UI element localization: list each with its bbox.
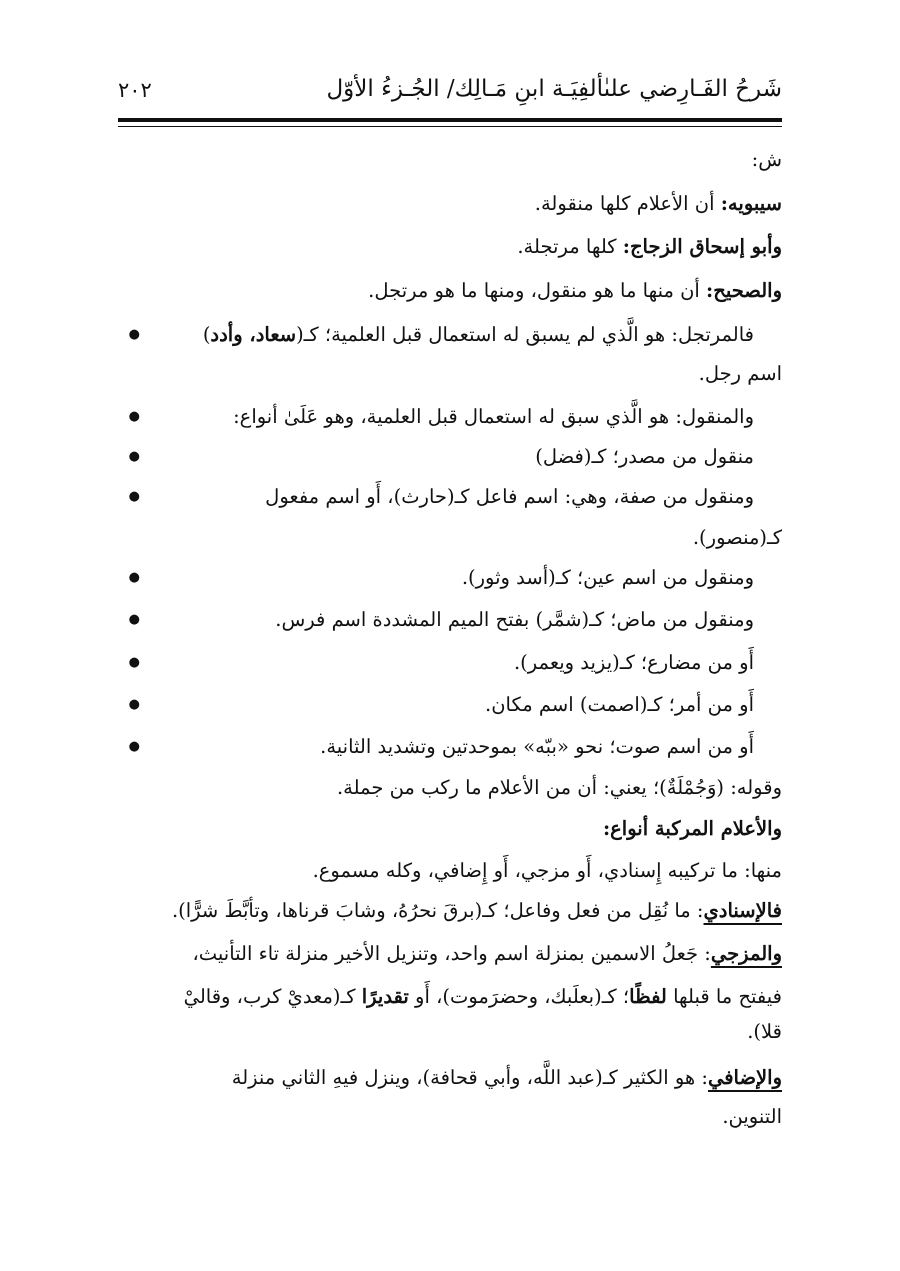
line-ism-rajul: اسم رجل. (698, 362, 782, 385)
line-amr: أَو من أمر؛ كـ(اصمت) اسم مكان. (485, 693, 754, 716)
line-mudari: أَو من مضارع؛ كـ(يزيد ويعمر). (513, 651, 754, 674)
bullet-icon: ● (128, 739, 140, 754)
line-mansur: كـ(منصور). (692, 526, 782, 549)
bullet-icon: ● (128, 612, 140, 627)
line-qala: قلا). (747, 1020, 782, 1043)
line-ayn: ومنقول من اسم عين؛ كـ(أسد وثور). (461, 566, 754, 589)
line-qawluhu: وقوله: (وَجُمْلَةٌ)؛ يعني: أن من الأعلام ما ركب من جملة. (336, 776, 782, 799)
line-sifa: ومنقول من صفة، وهي: اسم فاعل كـ(حارث)، أَو اسم مفعول (265, 485, 754, 508)
line-manqul: والمنقول: هو الَّذي سبق له استعمال قبل العلمية، وهو عَلَىٰ أنواع: (233, 405, 754, 428)
line-sibawayh: سيبويه: أن الأعلام كلها منقولة. (534, 192, 782, 215)
line-sh: ش: (751, 148, 782, 171)
header-rule-thin (118, 126, 782, 127)
line-sahih: والصحيح: أن منها ما هو منقول، ومنها ما هو مرتجل. (368, 279, 782, 302)
page-header (118, 70, 782, 118)
line-yuftah: فيفتح ما قبلها لفظًا؛ كـ(بعلَبك، وحضرَموت)، أَو تقديرًا كـ(معديْ كرب، وقاليْ (183, 985, 782, 1008)
underlined-term: والمزجي (710, 942, 782, 965)
bold-term: وأبو إسحاق الزجاج: (622, 235, 782, 258)
line-isnadi: فالإسنادي: ما نُقِل من فعل وفاعل؛ كـ(برقَ نحرُهُ، وشابَ قرناها، وتأبَّطَ شرًّا). (171, 899, 782, 922)
line-tanwin: التنوين. (722, 1105, 782, 1128)
header-rule-thick (118, 118, 782, 122)
bullet-icon: ● (128, 489, 140, 504)
bold-term: والصحيح: (706, 279, 782, 302)
bold-term: تقديرًا (361, 985, 409, 1008)
line-mazji: والمزجي: جَعلُ الاسمين بمنزلة اسم واحد، وتنزيل الأخير منزلة تاء التأنيث، (192, 942, 782, 965)
line-minha: منها: ما تركيبه إِسنادي، أَو مزجي، أَو إِضافي، وكله مسموع. (312, 859, 782, 882)
underlined-term: فالإسنادي (703, 899, 782, 922)
bold-term: سعاد، وأدد (210, 323, 297, 346)
bullet-icon: ● (128, 409, 140, 424)
underlined-term: والإضافي (707, 1066, 782, 1089)
bullet-icon: ● (128, 570, 140, 585)
line-murakkaba-heading: والأعلام المركبة أنواع: (602, 817, 782, 840)
line-murtajal: فالمرتجل: هو الَّذي لم يسبق له استعمال قبل العلمية؛ كـ(سعاد، وأدد) (202, 323, 754, 346)
bold-term: سيبويه: (720, 192, 782, 215)
line-madi: ومنقول من ماض؛ كـ(شمَّر) بفتح الميم المشددة اسم فرس. (275, 608, 754, 631)
page-number: ٢٠٢ (118, 78, 152, 102)
bold-term: لفظًا (629, 985, 667, 1008)
bullet-icon: ● (128, 449, 140, 464)
line-masdar: منقول من مصدر؛ كـ(فضل) (535, 445, 754, 468)
bullet-icon: ● (128, 327, 140, 342)
running-title: شَرحُ الفَـارِضي علىٰألفِيَـة ابنِ مَـالِك/ الجُـزءُ الأوّل (326, 76, 782, 102)
line-sawt: أَو من اسم صوت؛ نحو «ببّه» بموحدتين وتشديد الثانية. (320, 735, 754, 758)
bullet-icon: ● (128, 655, 140, 670)
line-zajjaj: وأبو إسحاق الزجاج: كلها مرتجلة. (517, 235, 782, 258)
line-idafi: والإضافي: هو الكثير كـ(عبد اللَّه، وأبي قحافة)، وينزل فيهِ الثاني منزلة (231, 1066, 782, 1089)
bullet-icon: ● (128, 697, 140, 712)
